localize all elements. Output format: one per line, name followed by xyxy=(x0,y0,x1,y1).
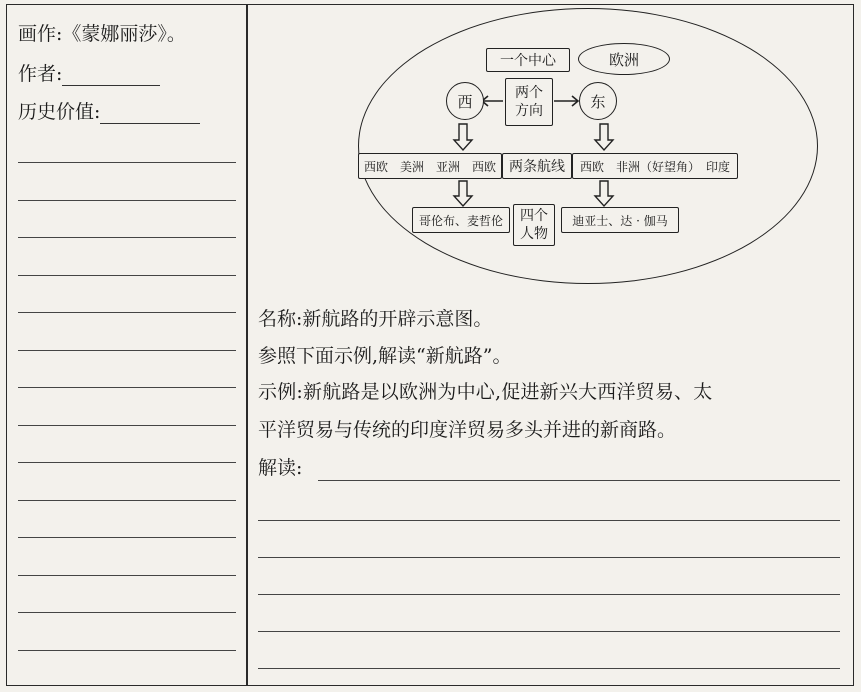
right-answer-line[interactable] xyxy=(258,668,840,669)
right-answer-line[interactable] xyxy=(258,631,840,632)
east-route-box: 西欧 非洲（好望角） 印度 xyxy=(572,153,738,179)
two-directions-box: 两个方向 xyxy=(505,78,553,126)
center-box: 一个中心 xyxy=(486,48,570,72)
right-answer-line[interactable] xyxy=(258,594,840,595)
example-line-2: 平洋贸易与传统的印度洋贸易多头并进的新商路。 xyxy=(258,419,677,441)
right-answer-line[interactable] xyxy=(258,557,840,558)
west-route-box: 西欧 美洲 亚洲 西欧 xyxy=(358,153,502,179)
east-circle: 东 xyxy=(579,82,617,120)
two-routes-box: 两条航线 xyxy=(502,153,572,179)
europe-oval: 欧洲 xyxy=(578,43,670,75)
four-people-box: 四个人物 xyxy=(513,204,555,246)
east-explorers-box: 迪亚士、达 · 伽马 xyxy=(561,207,679,233)
answer-line[interactable] xyxy=(318,480,840,481)
instruction-text: 参照下面示例,解读“新航路”。 xyxy=(258,345,512,367)
right-answer-line[interactable] xyxy=(258,520,840,521)
painting-label: 画作:《蒙娜丽莎》。 xyxy=(18,23,186,45)
diagram-name: 名称:新航路的开辟示意图。 xyxy=(258,308,493,330)
author-label: 作者: xyxy=(18,63,63,85)
west-circle: 西 xyxy=(446,82,484,120)
west-explorers-box: 哥伦布、麦哲伦 xyxy=(412,207,510,233)
value-label: 历史价值: xyxy=(18,101,101,123)
answer-label: 解读: xyxy=(258,457,303,479)
example-line-1: 示例:新航路是以欧洲为中心,促进新兴大西洋贸易、太 xyxy=(258,381,713,403)
